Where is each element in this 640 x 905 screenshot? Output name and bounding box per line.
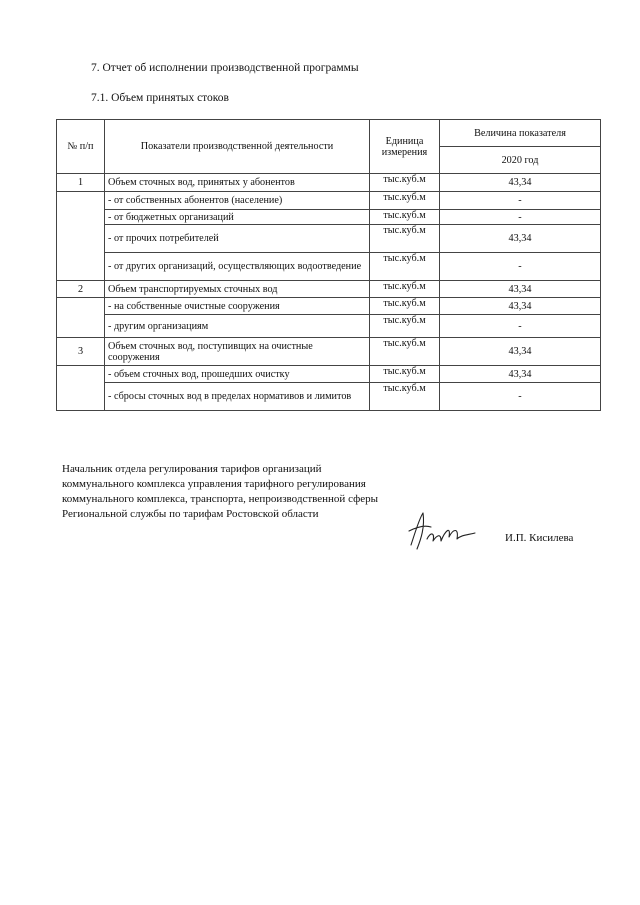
row-indicator: - от прочих потребителей: [105, 225, 370, 253]
row-num: 3: [57, 338, 105, 366]
table-row: [57, 315, 601, 338]
row-value: -: [440, 210, 601, 225]
row-indicator: - от бюджетных организаций: [105, 210, 370, 225]
table-row: [57, 174, 601, 192]
handwritten-signature: [403, 505, 483, 555]
row-value: -: [440, 253, 601, 281]
row-indicator: - другим организациям: [105, 315, 370, 338]
row-unit: тыс.куб.м: [370, 366, 440, 383]
row-indicator: - на собственные очистные сооружения: [105, 298, 370, 315]
section-title: 7. Отчет об исполнении производственной программы: [91, 62, 359, 74]
row-value: 43,34: [440, 338, 601, 366]
header-indicator: Показатели производственной деятельности: [105, 120, 370, 174]
row-unit: тыс.куб.м: [370, 192, 440, 210]
row-value: -: [440, 192, 601, 210]
row-value: -: [440, 383, 601, 411]
row-indicator: Объем сточных вод, поступивщих на очистные сооружения: [105, 338, 370, 366]
row-indicator: - от других организаций, осуществляющих водоотведение: [105, 253, 370, 281]
table-row: [57, 338, 601, 366]
row-unit: тыс.куб.м: [370, 281, 440, 298]
row-value: 43,34: [440, 366, 601, 383]
table-row: [57, 281, 601, 298]
row-indicator: - сбросы сточных вод в пределах нормативов и лимитов: [105, 383, 370, 411]
header-unit-line2: измерения: [381, 146, 428, 158]
table-row: [57, 298, 601, 315]
table-row: [57, 366, 601, 383]
row-indicator: Объем сточных вод, принятых у абонентов: [105, 174, 370, 192]
row-value: 43,34: [440, 298, 601, 315]
header-unit-line1: Единица: [385, 135, 424, 147]
row-unit: тыс.куб.м: [370, 253, 440, 281]
row-unit: тыс.куб.м: [370, 383, 440, 411]
row-value: -: [440, 315, 601, 338]
row-indicator: Объем транспортируемых сточных вод: [105, 281, 370, 298]
table-row: [57, 192, 601, 210]
table-row: [57, 210, 601, 225]
table-row: [57, 383, 601, 411]
row-unit: тыс.куб.м: [370, 298, 440, 315]
header-unit: [370, 120, 440, 174]
row-num: [57, 192, 105, 281]
row-indicator: - объем сточных вод, прошедших очистку: [105, 366, 370, 383]
row-num: 1: [57, 174, 105, 192]
row-unit: тыс.куб.м: [370, 225, 440, 253]
table-row: [57, 253, 601, 281]
row-unit: тыс.куб.м: [370, 174, 440, 192]
table-header-row: [57, 120, 601, 147]
production-report-table: [56, 119, 601, 411]
header-value-group: Величина показателя: [440, 120, 601, 147]
row-unit: тыс.куб.м: [370, 210, 440, 225]
signatory-position: Начальник отдела регулирования тарифов организаций коммунального комплекса управления тарифного регулирования коммунального комплекса, транспорта, непроизводственной сферы Региональной службы по тарифам Ростовской области: [62, 463, 378, 520]
row-value: 43,34: [440, 174, 601, 192]
row-unit: тыс.куб.м: [370, 315, 440, 338]
header-num: № п/п: [57, 120, 105, 174]
row-num: [57, 298, 105, 338]
subsection-title: 7.1. Объем принятых стоков: [91, 92, 229, 104]
row-num: [57, 366, 105, 411]
row-indicator: - от собственных абонентов (население): [105, 192, 370, 210]
row-value: 43,34: [440, 281, 601, 298]
row-value: 43,34: [440, 225, 601, 253]
header-year: 2020 год: [440, 147, 601, 174]
row-unit: тыс.куб.м: [370, 338, 440, 366]
row-num: 2: [57, 281, 105, 298]
table-row: [57, 225, 601, 253]
signer-name: И.П. Кисилева: [505, 532, 574, 544]
